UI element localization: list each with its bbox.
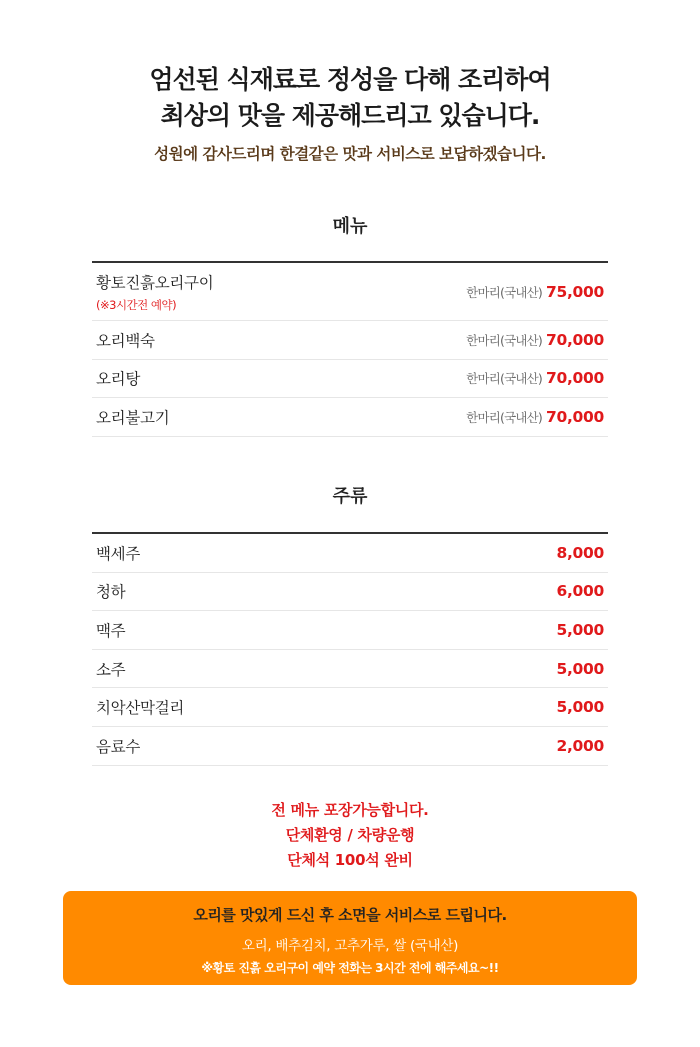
headline-line-2: 최상의 맛을 제공해드리고 있습니다. xyxy=(160,101,540,130)
drink-item xyxy=(92,573,608,612)
banner-note: ※황토 진흙 오리구이 예약 전화는 3시간 전에 해주세요~!! xyxy=(201,961,499,975)
drink-item xyxy=(92,727,608,766)
menu-section-title: 메뉴 xyxy=(332,216,368,237)
menu-item xyxy=(92,263,608,321)
drinks-section-title: 주류 xyxy=(332,486,368,507)
drink-item-name: 치악산막걸리 xyxy=(96,699,185,718)
drink-item-name: 백세주 xyxy=(96,544,141,563)
menu-item-price: 75,000 xyxy=(545,282,604,301)
notice-group-shuttle: 단체환영 / 차량운행 xyxy=(285,826,415,844)
menu-item-name: 오리불고기 xyxy=(96,408,170,427)
service-banner xyxy=(63,891,637,985)
menu-item-price: 70,000 xyxy=(545,369,604,388)
banner-title: 오리를 맛있게 드신 후 소면을 서비스로 드립니다. xyxy=(193,906,507,924)
notice-takeout: 전 메뉴 포장가능합니다. xyxy=(271,801,429,819)
menu-item xyxy=(92,321,608,360)
menu-item xyxy=(92,398,608,437)
drink-item xyxy=(92,611,608,650)
drink-item xyxy=(92,688,608,727)
drink-item-price: 5,000 xyxy=(556,698,604,717)
drink-item-price: 5,000 xyxy=(556,659,604,678)
drink-item xyxy=(92,534,608,573)
drink-item-name: 청하 xyxy=(96,583,126,602)
menu-item-name: 오리백숙 xyxy=(96,331,155,350)
drinks-list xyxy=(92,532,608,766)
menu-item-price: 70,000 xyxy=(545,407,604,426)
menu-item-unit: 한마리(국내산) xyxy=(466,284,542,300)
drink-item-name: 음료수 xyxy=(96,737,141,756)
notice-seating: 단체석 100석 완비 xyxy=(287,851,413,869)
menu-item-unit: 한마리(국내산) xyxy=(466,332,542,348)
menu-item-note: (※3시간전 예약) xyxy=(96,297,177,312)
menu-item-price: 70,000 xyxy=(545,330,604,349)
headline xyxy=(0,62,700,134)
menu-list xyxy=(92,261,608,437)
notices xyxy=(0,798,700,873)
drink-item-price: 6,000 xyxy=(556,582,604,601)
drink-item-price: 8,000 xyxy=(556,543,604,562)
menu-item-name: 황토진흙오리구이 xyxy=(96,273,214,292)
drink-item-name: 소주 xyxy=(96,660,126,679)
headline-line-1: 엄선된 식재료로 정성을 다해 조리하여 xyxy=(149,65,551,94)
banner-origin: 오리, 배추김치, 고추가루, 쌀 (국내산) xyxy=(241,938,459,954)
menu-item-name: 오리탕 xyxy=(96,370,141,389)
menu-item-unit: 한마리(국내산) xyxy=(466,409,542,425)
subline: 성원에 감사드리며 한결같은 맛과 서비스로 보답하겠습니다. xyxy=(154,145,546,163)
menu-item xyxy=(92,360,608,399)
drink-item-price: 2,000 xyxy=(556,736,604,755)
drink-item xyxy=(92,650,608,689)
drink-item-name: 맥주 xyxy=(96,621,126,640)
drink-item-price: 5,000 xyxy=(556,620,604,639)
menu-item-unit: 한마리(국내산) xyxy=(466,371,542,387)
